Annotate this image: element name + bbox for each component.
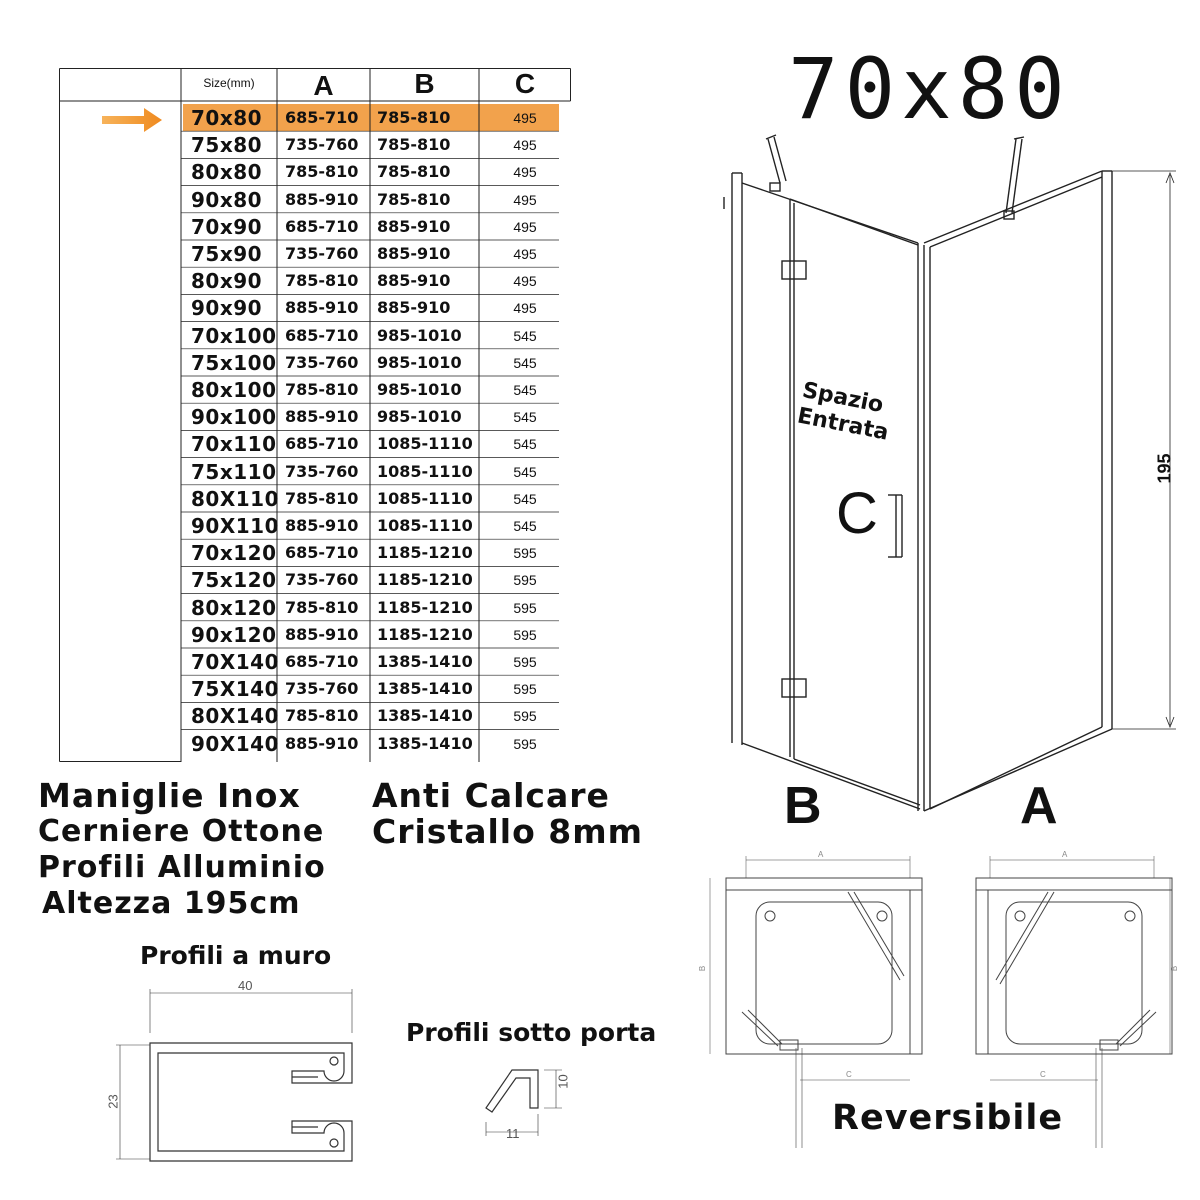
feature-hinges: Cerniere Ottone bbox=[38, 814, 325, 849]
door-profile-title: Profili sotto porta bbox=[406, 1018, 657, 1047]
c-cell: 595 bbox=[513, 654, 537, 670]
size-cell: 90x80 bbox=[191, 187, 263, 212]
table-header-size: Size(mm) bbox=[203, 76, 255, 90]
size-cell: 90x90 bbox=[191, 296, 263, 321]
b-cell: 1085-1110 bbox=[377, 434, 473, 454]
c-cell: 495 bbox=[513, 191, 537, 208]
size-cell: 75x100 bbox=[191, 350, 277, 375]
a-cell: 885-910 bbox=[285, 407, 359, 427]
a-cell: 785-810 bbox=[285, 162, 359, 182]
table-header-c: C bbox=[514, 68, 536, 99]
b-cell: 785-810 bbox=[377, 108, 451, 127]
a-cell: 885-910 bbox=[285, 733, 359, 753]
c-cell: 495 bbox=[513, 164, 537, 181]
b-cell: 1385-1410 bbox=[377, 652, 473, 671]
door-profile-height: 10 bbox=[555, 1074, 571, 1089]
door-profile-drawing bbox=[470, 1052, 580, 1148]
a-cell: 785-810 bbox=[285, 706, 359, 726]
c-cell: 595 bbox=[513, 681, 537, 698]
c-cell: 545 bbox=[513, 382, 537, 398]
a-cell: 735-760 bbox=[285, 352, 359, 372]
b-cell: 1185-1210 bbox=[377, 597, 473, 617]
c-cell: 545 bbox=[513, 354, 537, 371]
a-cell: 785-810 bbox=[285, 380, 359, 399]
wall-profile-title: Profili a muro bbox=[140, 941, 332, 970]
size-cell: 80x120 bbox=[191, 595, 277, 620]
size-cell: 90X140 bbox=[191, 731, 279, 756]
shower-enclosure-diagram bbox=[710, 125, 1180, 825]
c-cell: 545 bbox=[513, 436, 537, 453]
plan-left-dim-side: B bbox=[698, 965, 708, 972]
size-cell: 75x80 bbox=[191, 133, 263, 158]
a-cell: 685-710 bbox=[285, 434, 359, 454]
b-cell: 1385-1410 bbox=[377, 706, 473, 726]
wall-profile-drawing bbox=[100, 975, 370, 1170]
a-cell: 885-910 bbox=[285, 298, 359, 318]
b-cell: 985-1010 bbox=[377, 352, 462, 372]
c-cell: 545 bbox=[513, 327, 537, 344]
a-cell: 735-760 bbox=[285, 135, 359, 155]
a-cell: 735-760 bbox=[285, 461, 359, 481]
entry-space-label: Spazio Entrata bbox=[795, 378, 891, 446]
a-cell: 785-810 bbox=[285, 271, 359, 291]
size-cell: 80x90 bbox=[191, 269, 263, 294]
b-cell: 985-1010 bbox=[377, 325, 462, 345]
a-cell: 735-760 bbox=[285, 570, 359, 590]
size-table bbox=[59, 68, 571, 762]
b-cell: 985-1010 bbox=[377, 407, 462, 427]
a-cell: 885-910 bbox=[285, 189, 359, 209]
c-cell: 595 bbox=[513, 599, 537, 616]
a-cell: 785-810 bbox=[285, 488, 359, 508]
b-cell: 1385-1410 bbox=[377, 679, 473, 699]
wall-profile-height: 23 bbox=[105, 1094, 121, 1109]
page-title: 70x80 bbox=[788, 40, 1071, 138]
feature-anti-limescale: Anti Calcare bbox=[372, 776, 610, 815]
a-cell: 685-710 bbox=[285, 108, 359, 127]
plan-left-dim-top: A bbox=[818, 850, 824, 859]
plan-left-dim-bottom: C bbox=[846, 1070, 852, 1079]
c-cell: 595 bbox=[513, 572, 537, 589]
size-cell: 75X140 bbox=[191, 677, 279, 702]
c-cell: 545 bbox=[513, 463, 537, 480]
c-cell: 495 bbox=[513, 137, 537, 154]
size-cell: 80x80 bbox=[191, 160, 263, 185]
c-cell: 545 bbox=[513, 518, 537, 534]
side-b-label: B bbox=[784, 777, 822, 835]
size-cell: 90X110 bbox=[191, 514, 279, 538]
b-cell: 1185-1210 bbox=[377, 570, 473, 590]
size-cell: 90x100 bbox=[191, 405, 277, 430]
table-header-a: A bbox=[313, 70, 334, 101]
door-c-label: C bbox=[836, 481, 878, 546]
b-cell: 1185-1210 bbox=[377, 624, 473, 644]
height-dimension-label: 195 bbox=[1154, 453, 1175, 484]
size-cell: 75x120 bbox=[191, 568, 277, 593]
a-cell: 685-710 bbox=[285, 652, 359, 671]
c-cell: 495 bbox=[513, 218, 537, 235]
b-cell: 885-910 bbox=[377, 216, 451, 236]
a-cell: 685-710 bbox=[285, 543, 359, 563]
b-cell: 785-810 bbox=[377, 189, 451, 209]
features-right bbox=[372, 778, 643, 850]
size-cell: 70x80 bbox=[191, 106, 263, 130]
feature-handles: Maniglie Inox bbox=[38, 776, 301, 815]
b-cell: 1185-1210 bbox=[377, 543, 473, 563]
a-cell: 735-760 bbox=[285, 679, 359, 699]
b-cell: 785-810 bbox=[377, 135, 451, 155]
size-cell: 80X140 bbox=[191, 704, 279, 729]
size-cell: 75x110 bbox=[191, 459, 277, 484]
b-cell: 885-910 bbox=[377, 271, 451, 291]
c-cell: 545 bbox=[513, 409, 537, 426]
features-left bbox=[38, 778, 326, 922]
b-cell: 1085-1110 bbox=[377, 488, 473, 508]
plan-right-dim-side: B bbox=[1170, 965, 1180, 972]
table-header-b: B bbox=[414, 68, 435, 99]
c-cell: 595 bbox=[513, 708, 537, 725]
size-cell: 70X140 bbox=[191, 650, 279, 674]
b-cell: 885-910 bbox=[377, 298, 451, 318]
c-cell: 545 bbox=[513, 490, 537, 507]
wall-profile-width: 40 bbox=[238, 978, 253, 993]
b-cell: 885-910 bbox=[377, 244, 451, 263]
size-cell: 80X110 bbox=[191, 486, 279, 511]
a-cell: 685-710 bbox=[285, 325, 359, 345]
c-cell: 595 bbox=[513, 626, 537, 643]
size-cell: 70x110 bbox=[191, 432, 277, 457]
size-cell: 75x90 bbox=[191, 242, 263, 266]
b-cell: 1085-1110 bbox=[377, 516, 473, 535]
door-profile-width: 11 bbox=[506, 1126, 520, 1141]
a-cell: 885-910 bbox=[285, 624, 359, 644]
c-cell: 495 bbox=[513, 110, 537, 126]
size-cell: 70x90 bbox=[191, 214, 263, 239]
size-cell: 70x100 bbox=[191, 323, 277, 348]
row-pointer-arrow bbox=[100, 106, 166, 134]
a-cell: 785-810 bbox=[285, 597, 359, 617]
feature-profiles: Profili Alluminio bbox=[38, 850, 326, 885]
c-cell: 495 bbox=[513, 300, 537, 317]
b-cell: 985-1010 bbox=[377, 380, 462, 399]
b-cell: 1085-1110 bbox=[377, 461, 473, 481]
c-cell: 495 bbox=[513, 246, 537, 262]
size-cell: 70x120 bbox=[191, 541, 277, 566]
a-cell: 735-760 bbox=[285, 244, 359, 263]
b-cell: 785-810 bbox=[377, 162, 451, 182]
size-cell: 80x100 bbox=[191, 378, 277, 402]
c-cell: 495 bbox=[513, 273, 537, 290]
a-cell: 885-910 bbox=[285, 516, 359, 535]
reversible-label: Reversibile bbox=[832, 1098, 1064, 1138]
size-cell: 90x120 bbox=[191, 622, 277, 647]
side-a-label: A bbox=[1020, 777, 1058, 835]
c-cell: 595 bbox=[513, 735, 537, 752]
a-cell: 685-710 bbox=[285, 216, 359, 236]
plan-right-dim-bottom: C bbox=[1040, 1070, 1046, 1079]
feature-glass: Cristallo 8mm bbox=[372, 812, 644, 851]
c-cell: 595 bbox=[513, 545, 537, 562]
plan-right-dim-top: A bbox=[1062, 850, 1068, 859]
feature-height: Altezza 195cm bbox=[42, 886, 301, 921]
b-cell: 1385-1410 bbox=[377, 733, 473, 753]
